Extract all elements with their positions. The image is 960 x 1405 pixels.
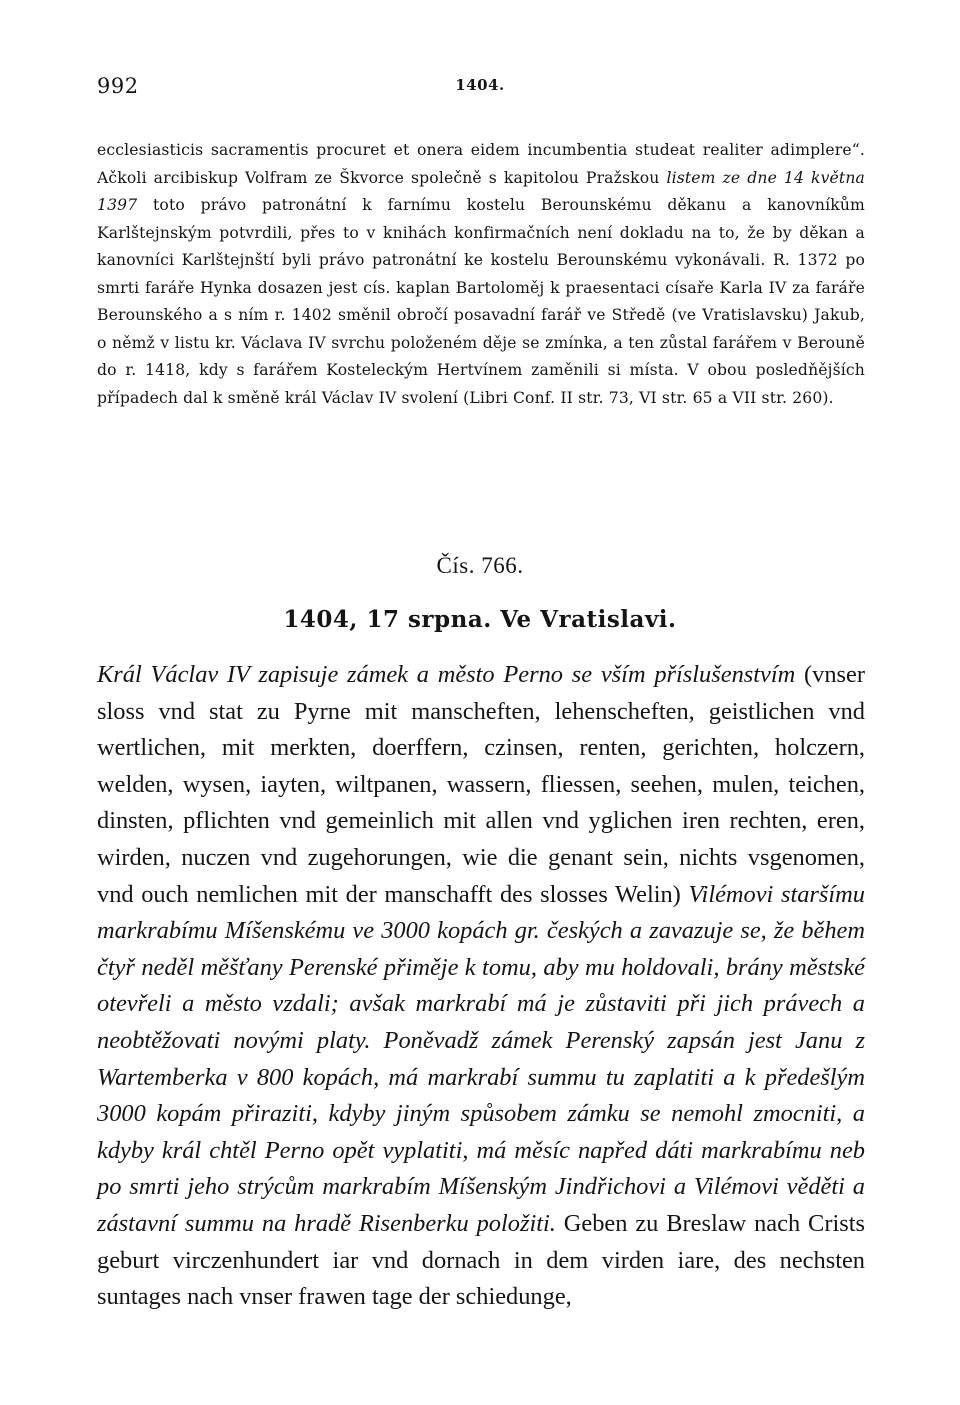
text-segment-italic: listem ze dne 14 května 1397 (97, 168, 865, 214)
regest-segment-italic: Vilémovi staršímu markrabímu Míšenskému ve 3000 kopách gr. českých a zavazuje se, že během čtyř neděl měšťany Perenské přiměje k tomu, aby mu holdovali, brány městské otevřeli a město vzdali; avšak markrabí má je zůstaviti při jich právech a neobtěžovati novými platy. Poněvadž zámek Perenský zapsán jest Janu z Wartemberka v 800 kopách, má markrabí summu tu zaplatiti a k předešlým 3000 kopám přiraziti, kdyby jiným spůsobem zámku se nemohl zmocniti, a kdyby král chtěl Perno opět vyplatiti, má měsíc napřed dáti markrabímu neb po smrti jeho strýcům markrabím Míšenským Jindřichovi a Vilémovi věděti a zástavní summu na hradě Risenberku položiti. (97, 880, 865, 1237)
quote-segment: (vnser sloss vnd stat zu Pyrne mit manscheften, lehenscheften, geistlichen vnd wertlichen, mit merkten, doerffern, czinsen, renten, gerichten, holczern, welden, wysen, iayten, wiltpanen, wassern, fliessen, seehen, mulen, teichen, dinsten, pflichten vnd gemeinlich mit allen vnd yglichen iren rechten, eren, wirden, nuczen vnd zugehorungen, wie die genant sein, nichts vsgenomen, vnd ouch nemlichen mit der manschafft des slosses Welin) (97, 661, 865, 908)
document-date-place: 1404, 17 srpna. Ve Vratislavi. (283, 606, 677, 633)
quote-segment: Geben zu Breslaw nach Crists geburt virczenhundert iar vnd dornach in dem virden iare, des nechsten suntages nach vnser frawen tage der schiedunge, (97, 1209, 865, 1311)
text-segment: toto právo patronátní k farnímu kostelu Berounskému děkanu a kanovníkům Karlštejnským potvrdili, přes to v knihách konfirmačních není dokladu na to, že by děkan a kanovníci Karlštejnští byli právo patronátní ke kostelu Berounskému vykonávali. R. 1372 po smrti faráře Hynka dosazen jest cís. kaplan Bartoloměj k praesentaci císaře Karla IV za faráře Berounského a s ním r. 1402 směnil obročí posavadní farář ve Středě (ve Vratislavsku) Jakub, o němž v listu kr. Václava IV svrchu položeném děje se zmínka, a ten zůstal farářem v Berouně do r. 1418, kdy s farářem Kosteleckým Hertvínem zaměnili si místa. V obou posledňějších případech dal k směně král Václav IV svolení (Libri Conf. II str. 73, VI str. 65 a VII str. 260). (97, 196, 865, 407)
regest-segment-italic: Král Václav IV zapisuje zámek a město Perno se vším příslušenstvím (97, 661, 796, 688)
text-segment: ecclesiasticis sacramentis procuret et onera eidem incumbentia studeat realiter adimplere“. Ačkoli arcibiskup Volfram ze Škvorce společně s kapitolou Pražskou (97, 141, 865, 187)
page-number: 992 (97, 74, 139, 98)
running-header (97, 74, 863, 104)
previous-document-commentary (97, 137, 865, 412)
running-year: 1404. (455, 76, 505, 94)
document-regest-text (97, 657, 865, 1316)
document-number: Čís. 766. (436, 553, 524, 578)
